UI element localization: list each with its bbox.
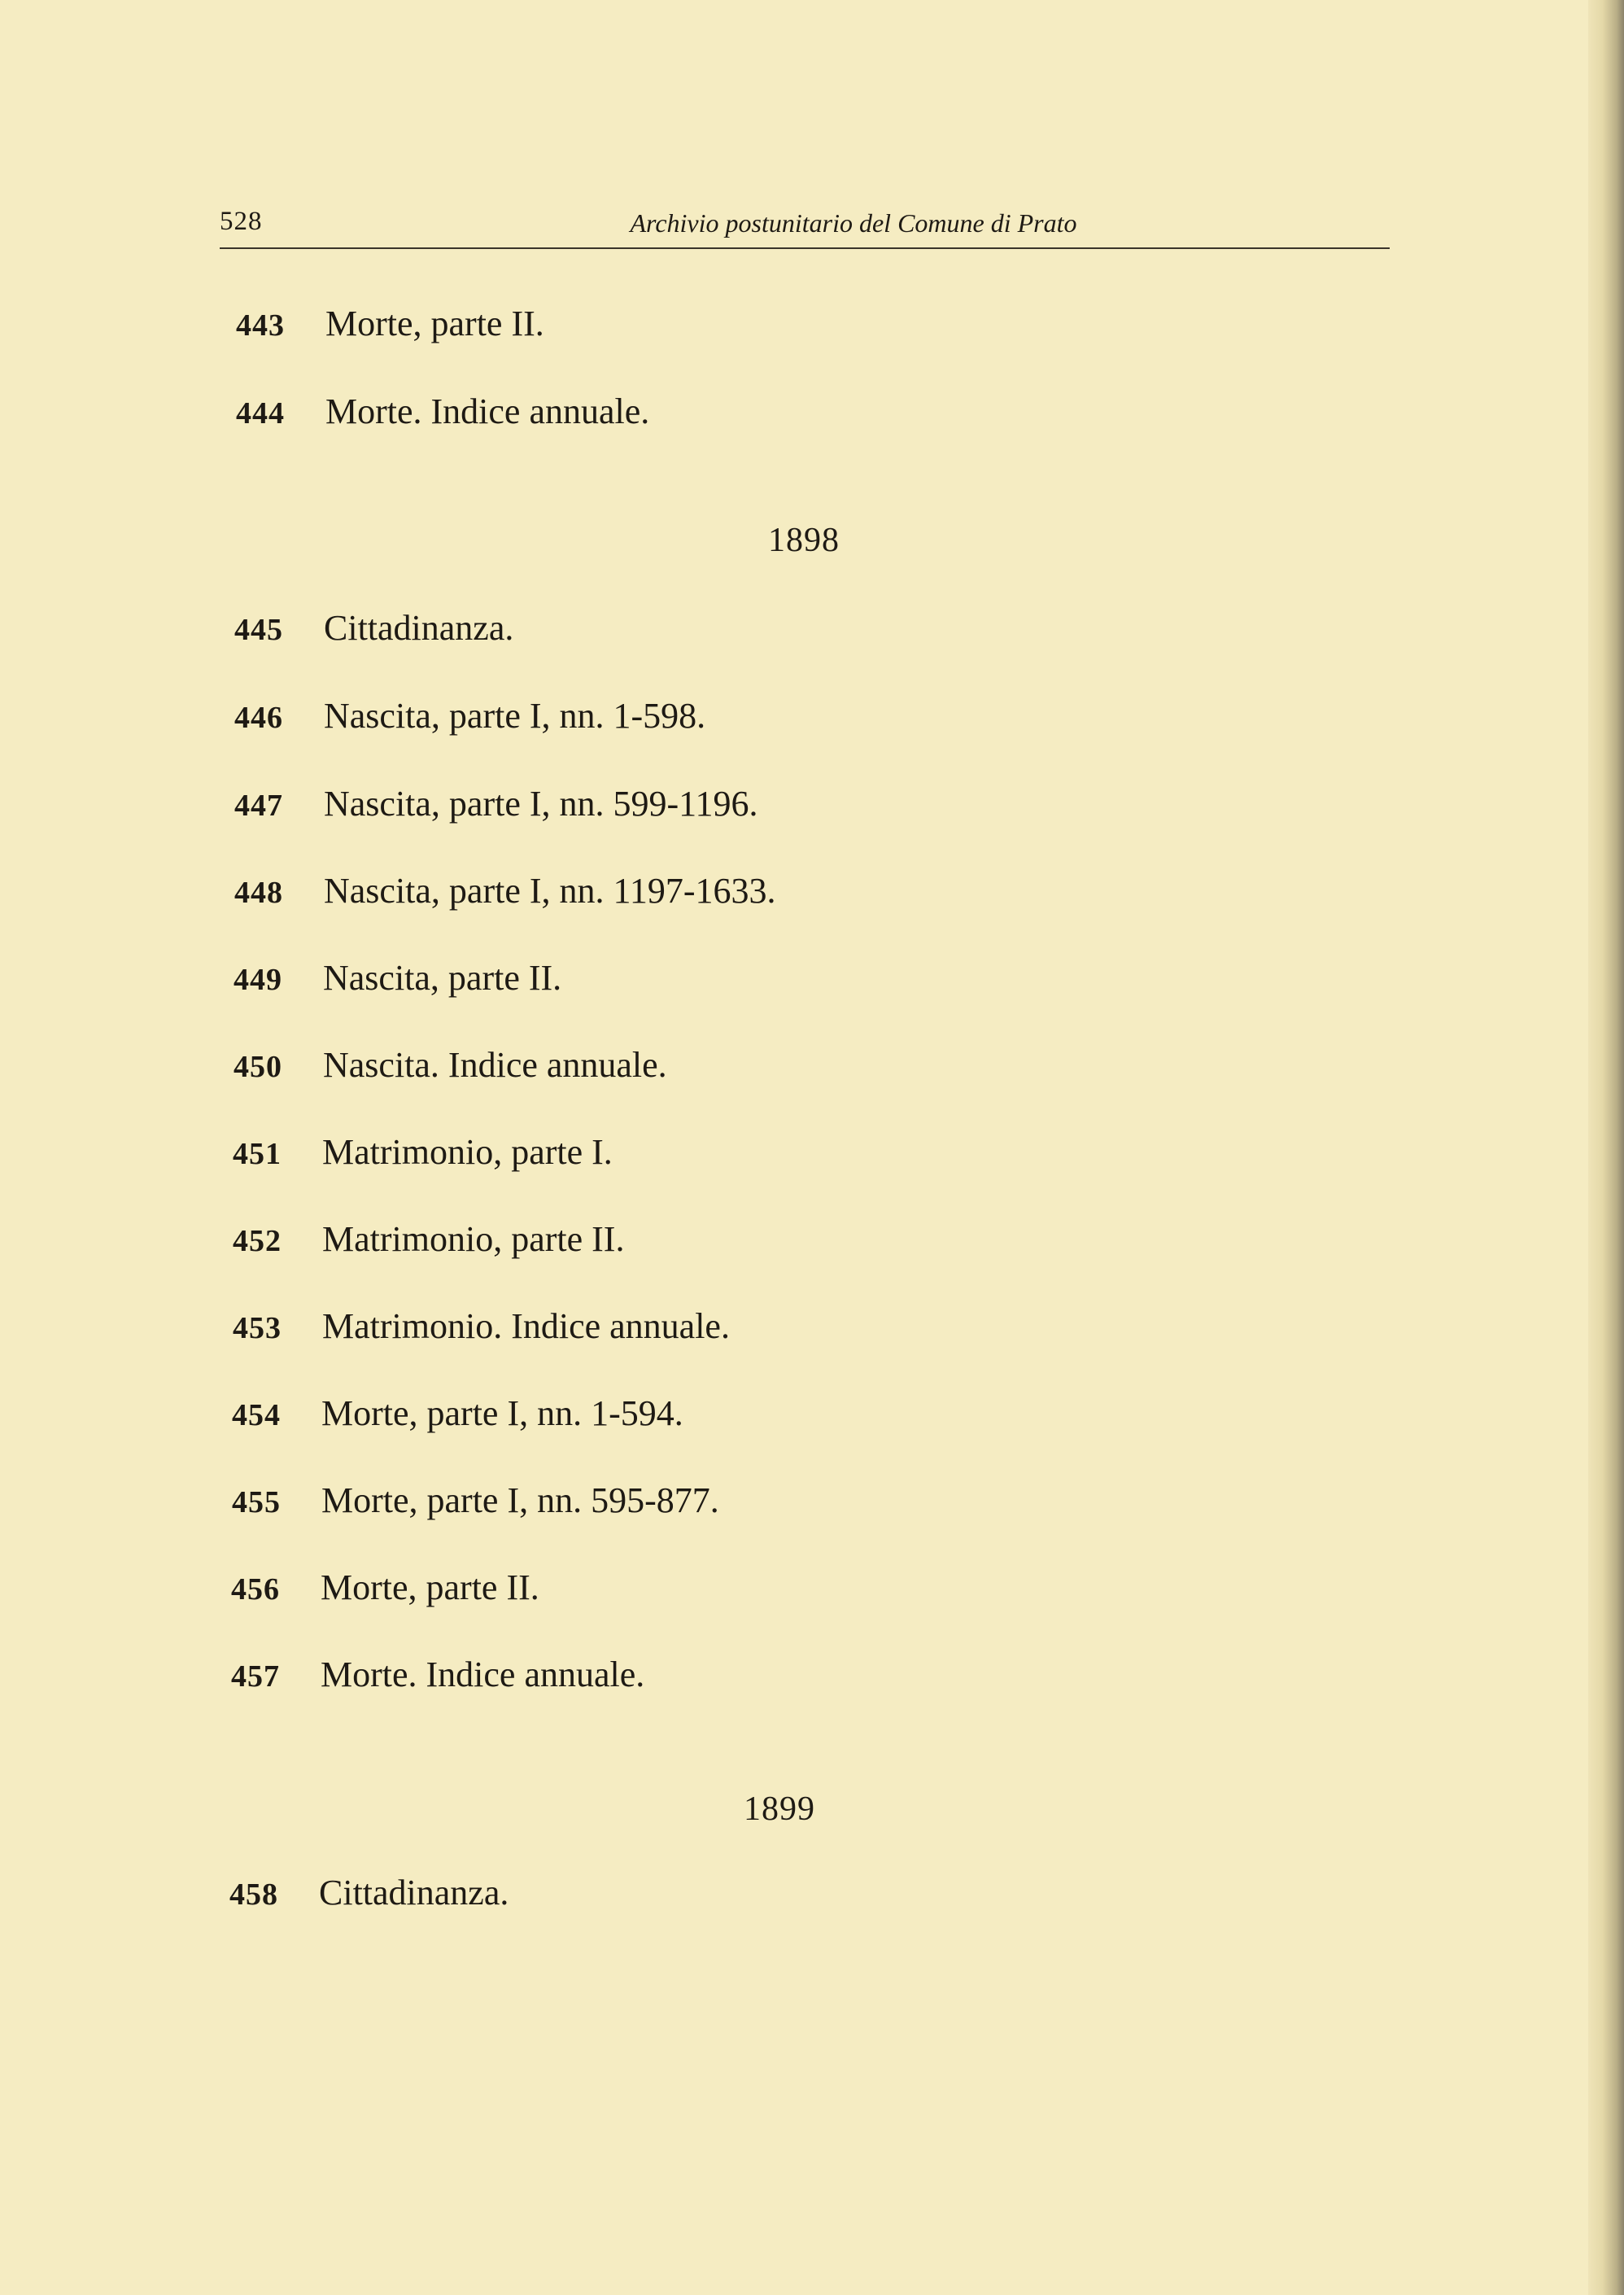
- list-item: [234, 954, 561, 1003]
- entry-number: 446: [234, 701, 283, 735]
- entry-text: Nascita, parte I, nn. 1-598.: [324, 696, 706, 736]
- list-item: [232, 1476, 719, 1525]
- entry-number: 454: [232, 1398, 281, 1432]
- entry-text: Cittadinanza.: [324, 608, 514, 648]
- entry-number: 445: [234, 613, 283, 647]
- entry-number: 457: [231, 1659, 280, 1694]
- entry-text: Nascita. Indice annuale.: [323, 1045, 667, 1085]
- page-header: [220, 203, 1390, 249]
- entry-text: Matrimonio, parte II.: [322, 1219, 625, 1259]
- entry-text: Morte. Indice annuale.: [321, 1655, 645, 1694]
- entry-number: 444: [236, 396, 285, 431]
- list-item: [236, 299, 544, 348]
- page-number: 528: [220, 207, 263, 236]
- year-heading: 1898: [768, 522, 840, 559]
- list-item: [234, 780, 758, 828]
- entry-number: 449: [234, 963, 282, 997]
- list-item: [233, 1215, 624, 1264]
- entry-text: Matrimonio, parte I.: [322, 1132, 613, 1172]
- entry-text: Morte, parte II.: [325, 304, 544, 343]
- list-item: [229, 1869, 509, 1917]
- list-item: [234, 692, 705, 741]
- page-edge-shadow: [1588, 0, 1624, 2295]
- list-item: [234, 867, 776, 916]
- entry-number: 447: [234, 789, 283, 823]
- entry-text: Nascita, parte II.: [323, 958, 562, 998]
- entry-number: 451: [233, 1137, 282, 1171]
- entry-text: Morte, parte I, nn. 595-877.: [321, 1480, 719, 1520]
- list-item: [232, 1389, 683, 1438]
- list-item: [231, 1650, 644, 1699]
- entry-number: 453: [233, 1311, 282, 1345]
- entry-number: 450: [234, 1050, 282, 1084]
- list-item: [233, 1128, 613, 1177]
- year-heading: 1899: [744, 1790, 815, 1828]
- entry-number: 452: [233, 1224, 282, 1258]
- entry-text: Morte, parte I, nn. 1-594.: [321, 1393, 683, 1433]
- list-item: [234, 1041, 667, 1090]
- reverse-side-show-through: [830, 269, 1359, 1912]
- entry-text: Morte, parte II.: [321, 1567, 539, 1607]
- entry-text: Nascita, parte I, nn. 599-1196.: [324, 784, 758, 824]
- entry-text: Matrimonio. Indice annuale.: [322, 1306, 730, 1346]
- list-item: [236, 387, 649, 436]
- entry-number: 458: [229, 1878, 278, 1912]
- list-item: [233, 1302, 730, 1351]
- entry-text: Morte. Indice annuale.: [325, 391, 650, 431]
- entry-number: 456: [231, 1572, 280, 1606]
- entry-number: 455: [232, 1485, 281, 1519]
- list-item: [231, 1563, 539, 1612]
- entry-text: Nascita, parte I, nn. 1197-1633.: [324, 871, 776, 911]
- list-item: [234, 604, 513, 653]
- entry-number: 448: [234, 876, 283, 910]
- running-title: Archivio postunitario del Comune di Prato: [630, 208, 1077, 238]
- entry-number: 443: [236, 308, 285, 343]
- entry-text: Cittadinanza.: [319, 1873, 509, 1912]
